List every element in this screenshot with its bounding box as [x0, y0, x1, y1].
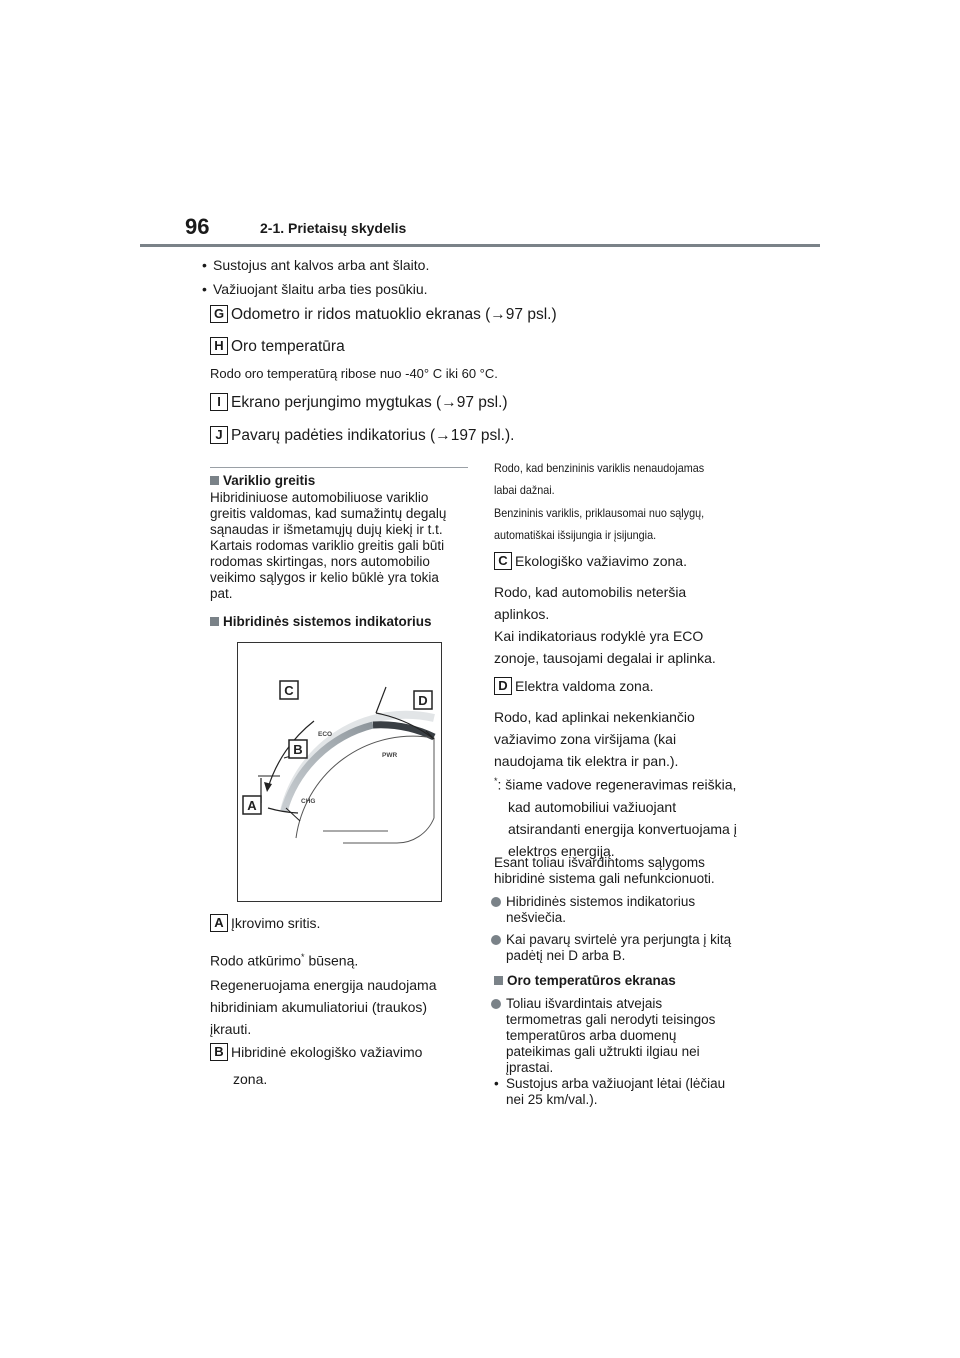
item-a-description-2: Regeneruojama energija naudojama hibridiniam akumuliatoriui (traukos) įkrauti.	[210, 977, 437, 1037]
item-text: Oro temperatūra	[231, 338, 345, 355]
circle-bullet-icon	[491, 999, 501, 1009]
label-box: I	[210, 393, 228, 411]
label-box: G	[210, 305, 228, 323]
conditions-intro: Esant toliau išvardintoms sąlygoms hibridinė sistema gali nefunkcionuoti.	[494, 855, 715, 886]
label-box: D	[494, 677, 512, 695]
section-title: 2-1. Prietaisų skydelis	[260, 220, 407, 236]
item-j	[210, 426, 514, 445]
item-text: Pavarų padėties indikatorius (→197 psl.).	[231, 427, 515, 444]
item-a-description: Rodo atkūrimo* būseną.	[210, 952, 359, 969]
square-bullet-icon	[210, 617, 219, 626]
engine-condition-text-2: Benzininis variklis, priklausomai nuo sąlygų, automatiškai išsijungia ir įsijungia.	[494, 506, 705, 542]
engine-speed-text: Hibridiniuose automobiliuose variklio greitis valdomas, kad sumažintų degalų sąnaudas ir išmetamųjų dujų kiekį ir t.t. Kartais rodomas variklio greitis gali būti rodomas skirtingas, nors automobilio veikimo sąlygos ir kelio būklė yra tokia pat.	[210, 490, 447, 601]
item-h	[210, 337, 345, 356]
hybrid-gauge-illustration	[238, 643, 441, 901]
item-i	[210, 393, 508, 412]
item-text: Odometro ir ridos matuoklio ekranas (→97 psl.)	[231, 306, 557, 323]
label-box: J	[210, 426, 228, 444]
temperature-description: Rodo oro temperatūrą ribose nuo -40° C iki 60 °C.	[210, 366, 498, 381]
engine-condition-text: Rodo, kad benzininis variklis nenaudojamas labai dažnai.	[494, 461, 705, 497]
circle-bullet-icon	[491, 897, 501, 907]
label-box: B	[210, 1043, 228, 1061]
engine-speed-heading: Variklio greitis	[210, 473, 315, 488]
dot-item: Hibridinės sistemos indikatorius nešviečia.	[506, 894, 695, 926]
scale-label: ECO	[318, 731, 333, 738]
label-box: C	[494, 552, 512, 570]
figure-label: C	[284, 683, 294, 698]
page-number: 96	[185, 214, 210, 239]
dot-item: Kai pavarų svirtelė yra perjungta į kitą padėtį nei D arba B.	[506, 932, 731, 964]
scale-label: CHG	[301, 798, 316, 805]
item-d-description: Rodo, kad aplinkai nekenkiančio važiavimo zona viršijama (kai naudojama tik elektra ir pan.).	[494, 709, 695, 769]
section-divider	[210, 467, 468, 468]
item-c-description-2: Kai indikatoriaus rodyklė yra ECO zonoje, tausojami degalai ir aplinka.	[494, 628, 716, 666]
hybrid-indicator-figure	[237, 642, 442, 902]
scale-label: PWR	[382, 752, 398, 759]
item-b-text-cont: zona.	[233, 1071, 268, 1087]
circle-bullet-icon	[491, 935, 501, 945]
item-c: C Ekologiško važiavimo zona.	[494, 552, 687, 570]
square-bullet-icon	[210, 476, 219, 485]
header-divider	[140, 244, 820, 247]
item-text: Ekrano perjungimo mygtukas (→97 psl.)	[231, 394, 508, 411]
label-box: A	[210, 914, 228, 932]
outside-temp-heading: Oro temperatūros ekranas	[494, 973, 676, 988]
square-bullet-icon	[494, 976, 503, 985]
footnote: *: šiame vadove regeneravimas reiškia, kad automobiliui važiuojant atsirandanti energija konvertuojama į elektros energiją.	[494, 776, 737, 859]
bullet-item: • Važiuojant šlaitu arba ties posūkiu.	[213, 281, 428, 297]
item-d: D Elektra valdoma zona.	[494, 677, 654, 695]
hybrid-indicator-heading: Hibridinės sistemos indikatorius	[210, 614, 432, 629]
bullet-item: • Sustojus ant kalvos arba ant šlaito.	[213, 257, 429, 273]
item-b: B Hibridinė ekologiško važiavimo	[210, 1043, 422, 1061]
label-box: H	[210, 337, 228, 355]
figure-label: B	[293, 742, 303, 757]
figure-label: A	[247, 798, 257, 813]
item-a: A Įkrovimo sritis.	[210, 914, 320, 932]
bullet-icon: •	[494, 1076, 499, 1091]
item-c-description: Rodo, kad automobilis neteršia aplinkos.	[494, 584, 687, 622]
item-g	[210, 305, 557, 324]
figure-label: D	[418, 693, 428, 708]
dot-item: Toliau išvardintais atvejais termometras gali nerodyti teisingos temperatūros arba duomenų pateikimas gali užtrukti ilgiau nei įprastai.	[506, 996, 715, 1076]
bullet-item: • Sustojus arba važiuojant lėtai (lėčiau nei 25 km/val.).	[494, 1076, 726, 1107]
